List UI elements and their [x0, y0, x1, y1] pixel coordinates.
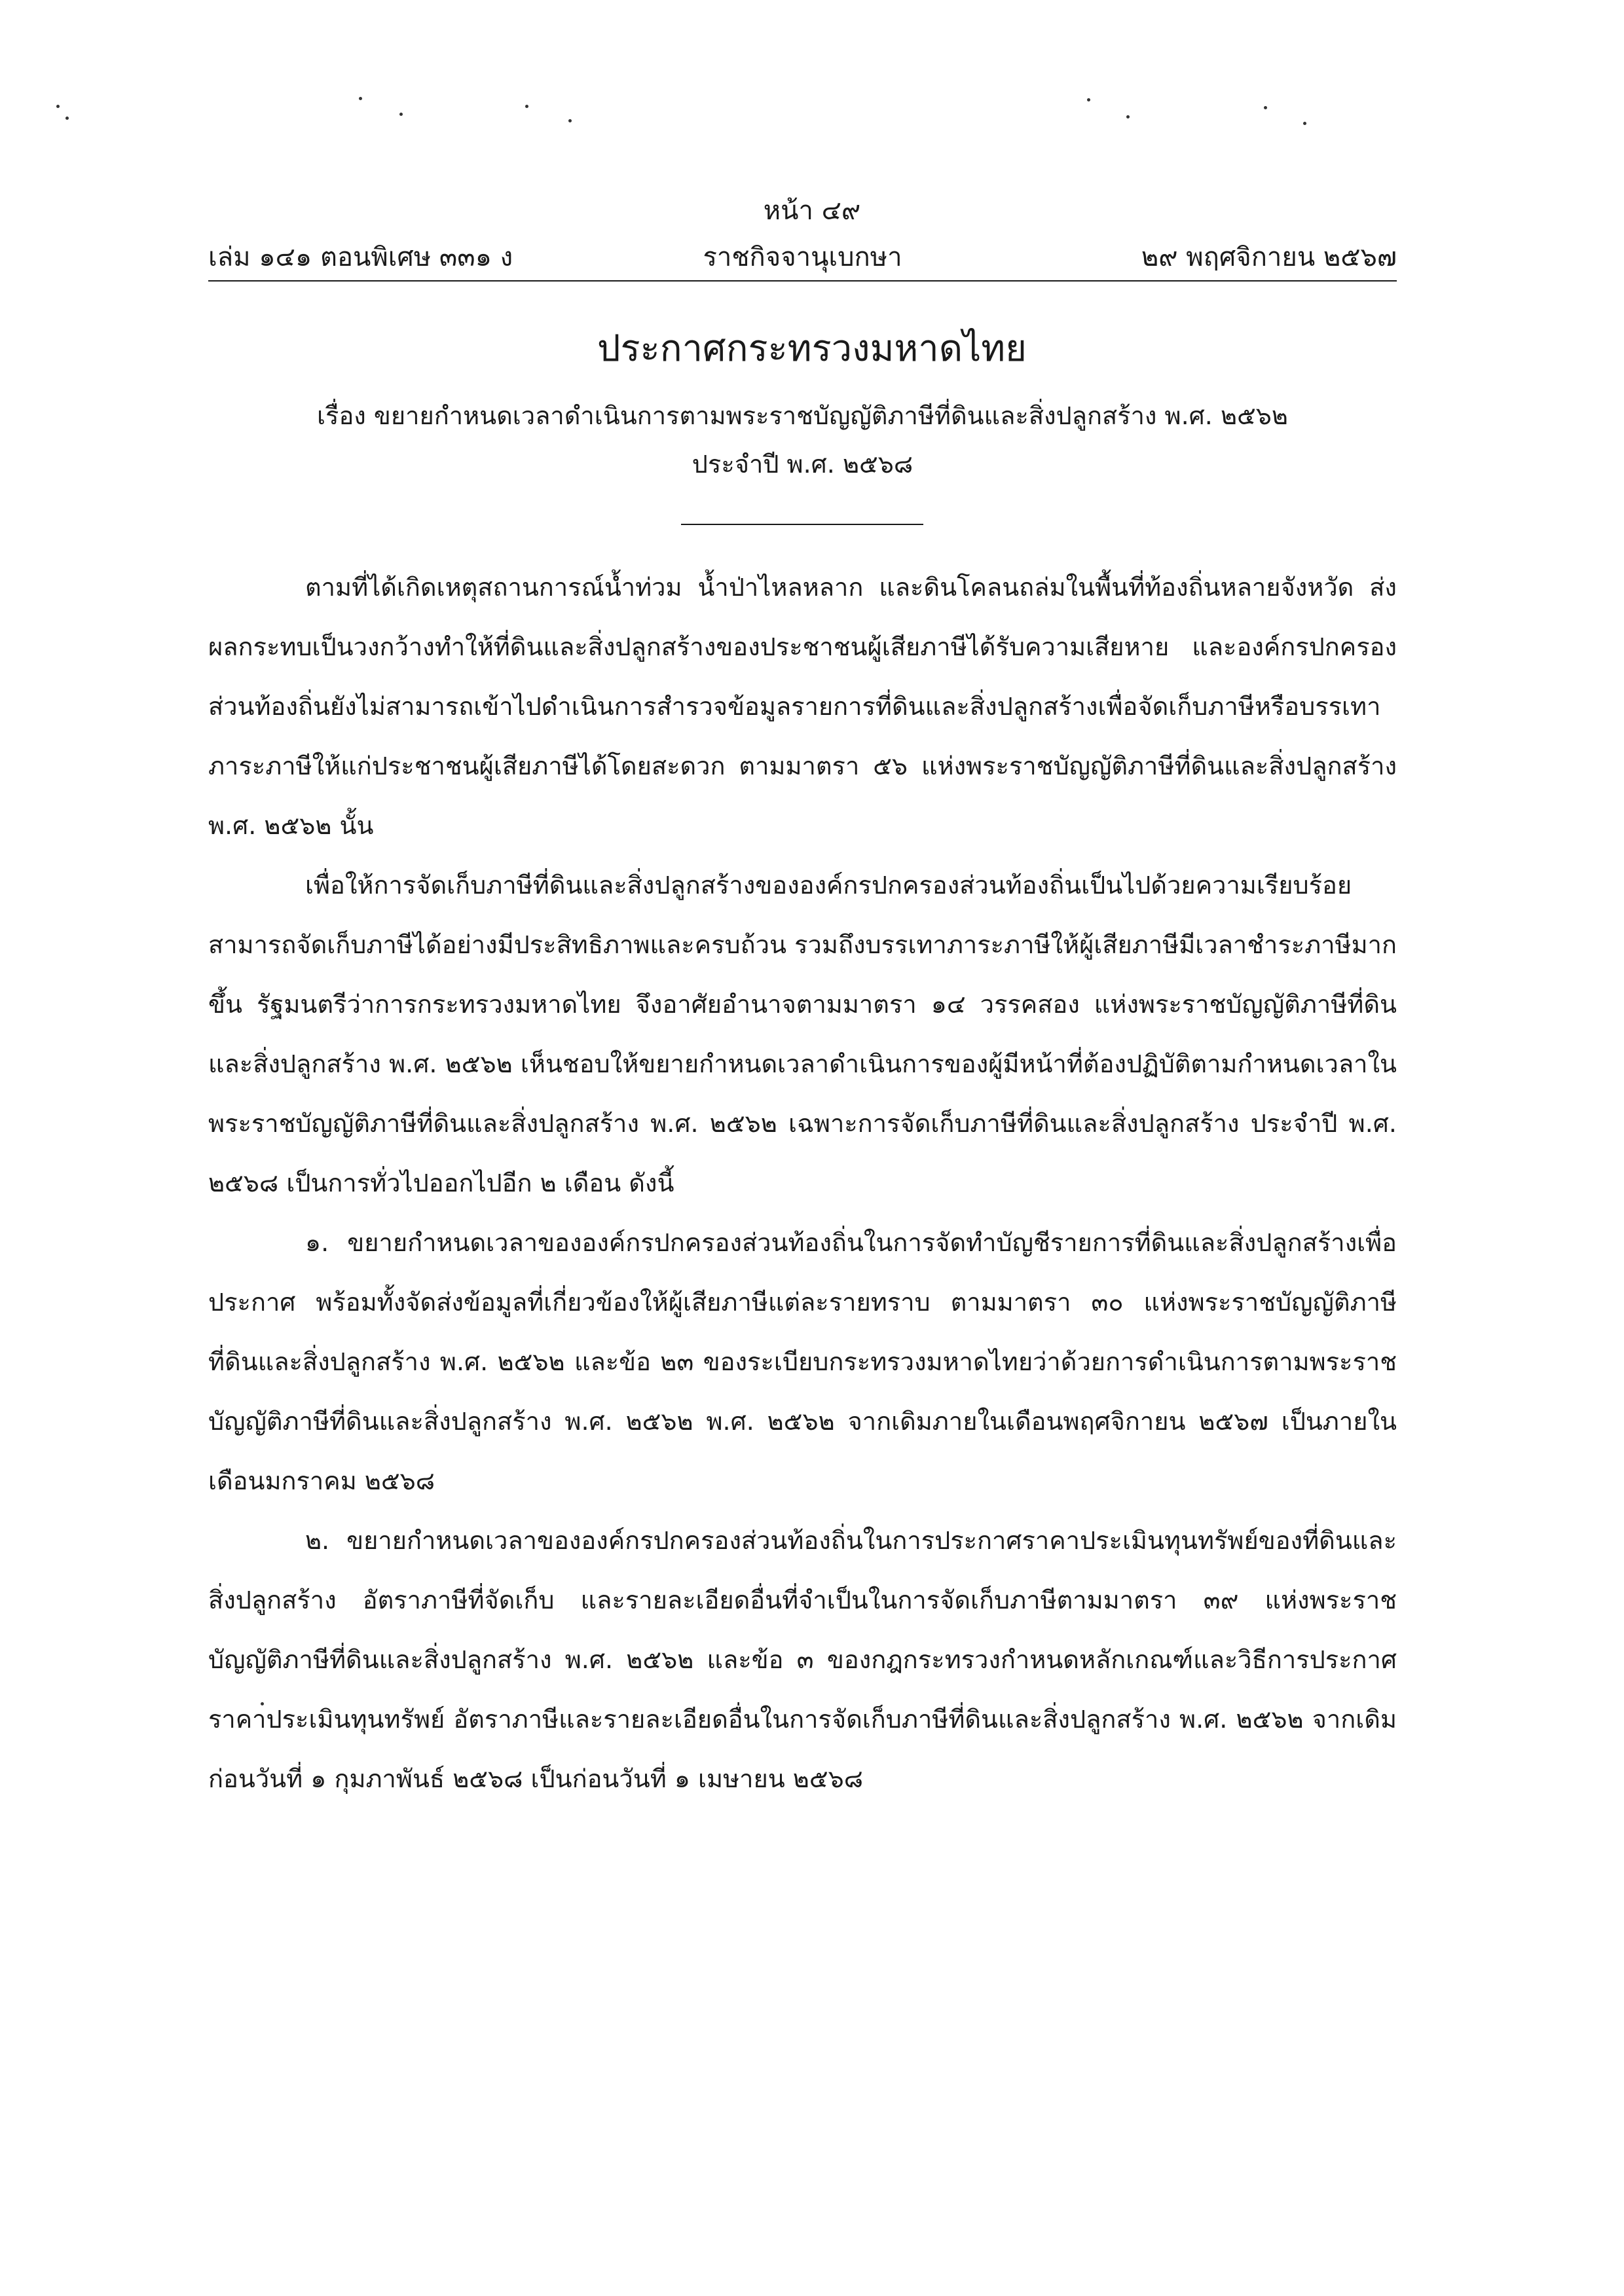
subject-line-1: เรื่อง ขยายกำหนดเวลาดำเนินการตามพระราชบัญญัติภาษีที่ดินและสิ่งปลูกสร้าง พ.ศ. ๒๕๖๒	[317, 401, 1288, 430]
scan-speck	[56, 105, 60, 108]
scan-speck	[1264, 106, 1267, 109]
announcement-subject	[208, 392, 1397, 488]
announcement-body	[208, 558, 1397, 1809]
announcement-title: ประกาศกระทรวงมหาดไทย	[597, 327, 1027, 370]
body-item-2: ๒. ขยายกำหนดเวลาขององค์กรปกครองส่วนท้องถิ่นในการประกาศราคาประเมินทุนทรัพย์ของที่ดินและสิ่งปลูกสร้าง อัตราภาษีที่จัดเก็บ และรายละเอียดอื่นที่จำเป็นในการจัดเก็บภาษีตามมาตรา ๓๙ แห่งพระราชบัญญัติภาษีที่ดินและสิ่งปลูกสร้าง พ.ศ. ๒๕๖๒ และข้อ ๓ ของกฎกระทรวงกำหนดหลักเกณฑ์และวิธีการประกาศราคาประเมินทุนทรัพย์ อัตราภาษีและรายละเอียดอื่นในการจัดเก็บภาษีที่ดินและสิ่งปลูกสร้าง พ.ศ. ๒๕๖๒ จากเดิมก่อนวันที่ ๑ กุมภาพันธ์ ๒๕๖๘ เป็นก่อนวันที่ ๑ เมษายน ๒๕๖๘	[208, 1526, 1397, 1793]
body-item-1: ๑. ขยายกำหนดเวลาขององค์กรปกครองส่วนท้องถิ่นในการจัดทำบัญชีรายการที่ดินและสิ่งปลูกสร้างเพื่อประกาศ พร้อมทั้งจัดส่งข้อมูลที่เกี่ยวข้องให้ผู้เสียภาษีแต่ละรายทราบ ตามมาตรา ๓๐ แห่งพระราชบัญญัติภาษีที่ดินและสิ่งปลูกสร้าง พ.ศ. ๒๕๖๒ และข้อ ๒๓ ของระเบียบกระทรวงมหาดไทยว่าด้วยการดำเนินการตามพระราชบัญญัติภาษีที่ดินและสิ่งปลูกสร้าง พ.ศ. ๒๕๖๒ พ.ศ. ๒๕๖๒ จากเดิมภายในเดือนพฤศจิกายน ๒๕๖๗ เป็นภายในเดือนมกราคม ๒๕๖๘	[208, 1228, 1397, 1495]
scan-speck	[525, 105, 528, 108]
title-divider	[681, 524, 923, 525]
volume-issue: เล่ม ๑๔๑ ตอนพิเศษ ๓๓๑ ง	[208, 242, 513, 272]
gazette-header	[208, 234, 1397, 282]
scan-speck	[1303, 122, 1306, 125]
scan-speck	[399, 113, 403, 116]
publication-date: ๒๙ พฤศจิกายน ๒๕๖๗	[1141, 242, 1397, 272]
scan-speck	[65, 117, 69, 120]
page-number: หน้า ๔๙	[763, 196, 861, 226]
scan-speck	[1087, 98, 1090, 101]
scan-speck	[568, 119, 572, 122]
body-paragraph-2: เพื่อให้การจัดเก็บภาษีที่ดินและสิ่งปลูกสร้างขององค์กรปกครองส่วนท้องถิ่นเป็นไปด้วยความเรียบร้อย สามารถจัดเก็บภาษีได้อย่างมีประสิทธิภาพและครบถ้วน รวมถึงบรรเทาภาระภาษีให้ผู้เสียภาษีมีเวลาชำระภาษีมากขึ้น รัฐมนตรีว่าการกระทรวงมหาดไทย จึงอาศัยอำนาจตามมาตรา ๑๔ วรรคสอง แห่งพระราชบัญญัติภาษีที่ดินและสิ่งปลูกสร้าง พ.ศ. ๒๕๖๒ เห็นชอบให้ขยายกำหนดเวลาดำเนินการของผู้มีหน้าที่ต้องปฏิบัติตามกำหนดเวลาในพระราชบัญญัติภาษีที่ดินและสิ่งปลูกสร้าง พ.ศ. ๒๕๖๒ เฉพาะการจัดเก็บภาษีที่ดินและสิ่งปลูกสร้าง ประจำปี พ.ศ. ๒๕๖๘ เป็นการทั่วไปออกไปอีก ๒ เดือน ดังนี้	[208, 871, 1397, 1197]
publication-name: ราชกิจจานุเบกษา	[703, 242, 902, 272]
subject-line-2: ประจำปี พ.ศ. ๒๕๖๘	[692, 450, 913, 479]
body-paragraph-1: ตามที่ได้เกิดเหตุสถานการณ์น้ำท่วม น้ำป่าไหลหลาก และดินโคลนถล่มในพื้นที่ท้องถิ่นหลายจังหวัด ส่งผลกระทบเป็นวงกว้างทำให้ที่ดินและสิ่งปลูกสร้างของประชาชนผู้เสียภาษีได้รับความเสียหาย และองค์กรปกครองส่วนท้องถิ่นยังไม่สามารถเข้าไปดำเนินการสำรวจข้อมูลรายการที่ดินและสิ่งปลูกสร้างเพื่อจัดเก็บภาษีหรือบรรเทาภาระภาษีให้แก่ประชาชนผู้เสียภาษีได้โดยสะดวก ตามมาตรา ๕๖ แห่งพระราชบัญญัติภาษีที่ดินและสิ่งปลูกสร้าง พ.ศ. ๒๕๖๒ นั้น	[208, 573, 1397, 840]
scan-speck	[1126, 115, 1130, 118]
scan-speck	[359, 97, 362, 100]
